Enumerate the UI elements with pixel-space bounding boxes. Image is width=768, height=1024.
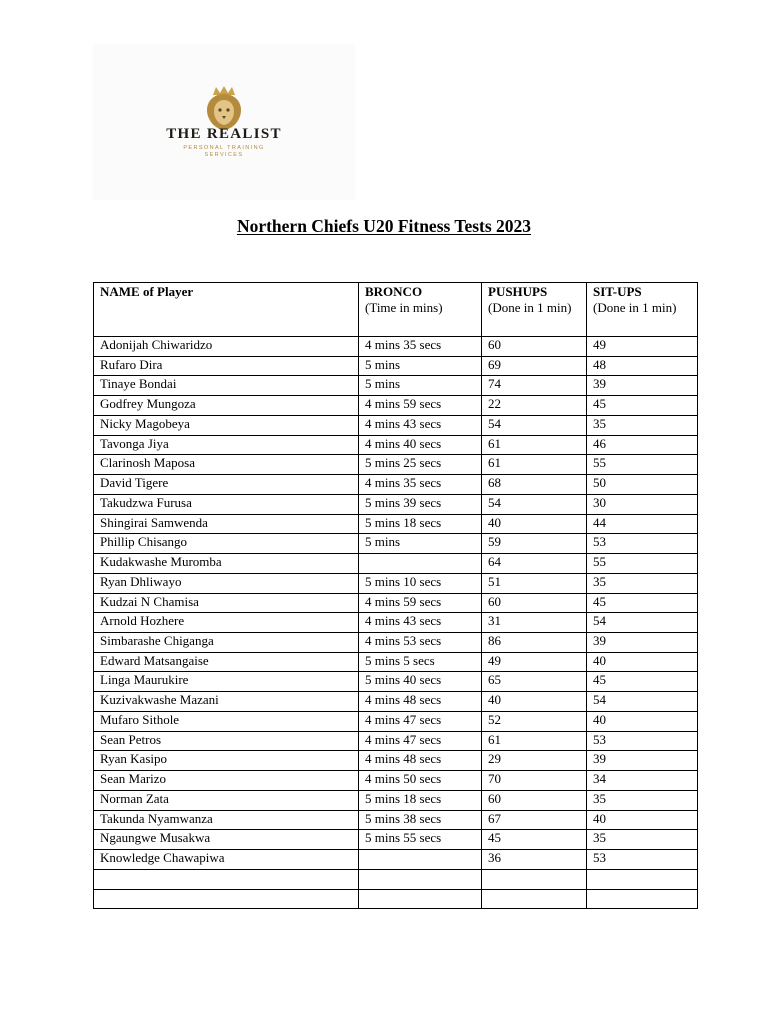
player-name-cell: Nicky Magobeya: [94, 415, 359, 435]
player-name-cell: Sean Petros: [94, 731, 359, 751]
pushups-cell: [482, 869, 587, 889]
bronco-cell: [359, 850, 482, 870]
bronco-cell: 5 mins 40 secs: [359, 672, 482, 692]
player-name-cell: Mufaro Sithole: [94, 711, 359, 731]
table-row: [94, 889, 698, 909]
player-name-cell: Ryan Dhliwayo: [94, 573, 359, 593]
player-name-cell: Simbarashe Chiganga: [94, 633, 359, 653]
bronco-cell: 4 mins 35 secs: [359, 337, 482, 357]
bronco-cell: 4 mins 59 secs: [359, 396, 482, 416]
pushups-cell: 40: [482, 514, 587, 534]
bronco-cell: 5 mins 5 secs: [359, 652, 482, 672]
situps-cell: 55: [587, 455, 698, 475]
situps-cell: 50: [587, 475, 698, 495]
situps-cell: 35: [587, 573, 698, 593]
player-name-cell: Linga Maurukire: [94, 672, 359, 692]
pushups-cell: 60: [482, 593, 587, 613]
header-bronco-unit: (Time in mins): [365, 300, 443, 315]
player-name-cell: Sean Marizo: [94, 771, 359, 791]
table-row: [94, 869, 698, 889]
situps-cell: 45: [587, 396, 698, 416]
player-name-cell: Edward Matsangaise: [94, 652, 359, 672]
situps-cell: 45: [587, 672, 698, 692]
lion-crown-icon: [200, 84, 248, 132]
table-row: [94, 435, 698, 455]
table-row: [94, 692, 698, 712]
table-row: [94, 455, 698, 475]
player-name-cell: Adonijah Chiwaridzo: [94, 337, 359, 357]
player-name-cell: Rufaro Dira: [94, 356, 359, 376]
bronco-cell: 5 mins 18 secs: [359, 514, 482, 534]
bronco-cell: 4 mins 47 secs: [359, 731, 482, 751]
pushups-cell: 68: [482, 475, 587, 495]
situps-cell: 39: [587, 633, 698, 653]
pushups-cell: 22: [482, 396, 587, 416]
header-situps-unit: (Done in 1 min): [593, 300, 677, 315]
situps-cell: 48: [587, 356, 698, 376]
bronco-cell: 4 mins 53 secs: [359, 633, 482, 653]
player-name-cell: David Tigere: [94, 475, 359, 495]
pushups-cell: 69: [482, 356, 587, 376]
player-name-cell: Ryan Kasipo: [94, 751, 359, 771]
pushups-cell: 60: [482, 337, 587, 357]
pushups-cell: 86: [482, 633, 587, 653]
bronco-cell: 5 mins 55 secs: [359, 830, 482, 850]
situps-cell: 54: [587, 613, 698, 633]
player-name-cell: Clarinosh Maposa: [94, 455, 359, 475]
bronco-cell: 4 mins 47 secs: [359, 711, 482, 731]
pushups-cell: 61: [482, 455, 587, 475]
bronco-cell: 4 mins 43 secs: [359, 613, 482, 633]
situps-cell: 34: [587, 771, 698, 791]
player-name-cell: Norman Zata: [94, 790, 359, 810]
pushups-cell: 67: [482, 810, 587, 830]
pushups-cell: 64: [482, 554, 587, 574]
player-name-cell: Tinaye Bondai: [94, 376, 359, 396]
player-name-cell: [94, 889, 359, 909]
pushups-cell: 31: [482, 613, 587, 633]
situps-cell: 53: [587, 850, 698, 870]
situps-cell: 46: [587, 435, 698, 455]
table-row: [94, 751, 698, 771]
bronco-cell: 5 mins 39 secs: [359, 494, 482, 514]
header-pushups-unit: (Done in 1 min): [488, 300, 572, 315]
bronco-cell: 4 mins 50 secs: [359, 771, 482, 791]
bronco-cell: 5 mins 25 secs: [359, 455, 482, 475]
table-row: [94, 810, 698, 830]
company-logo: [93, 44, 355, 200]
situps-cell: 53: [587, 534, 698, 554]
situps-cell: 39: [587, 751, 698, 771]
bronco-cell: 5 mins 38 secs: [359, 810, 482, 830]
pushups-cell: 51: [482, 573, 587, 593]
player-name-cell: Ngaungwe Musakwa: [94, 830, 359, 850]
header-situps: SIT-UPS (Done in 1 min): [587, 283, 698, 337]
player-name-cell: Shingirai Samwenda: [94, 514, 359, 534]
table-row: [94, 415, 698, 435]
pushups-cell: 61: [482, 435, 587, 455]
table-row: [94, 554, 698, 574]
player-name-cell: Godfrey Mungoza: [94, 396, 359, 416]
brand-tagline: PERSONAL TRAINING: [183, 145, 265, 151]
brand-name: THE REALIST: [166, 126, 282, 142]
pushups-cell: [482, 889, 587, 909]
table-row: [94, 475, 698, 495]
table-row: [94, 633, 698, 653]
player-name-cell: Takunda Nyamwanza: [94, 810, 359, 830]
player-name-cell: Kudakwashe Muromba: [94, 554, 359, 574]
player-name-cell: [94, 869, 359, 889]
bronco-cell: 4 mins 48 secs: [359, 692, 482, 712]
situps-cell: 39: [587, 376, 698, 396]
table-row: [94, 494, 698, 514]
bronco-cell: 4 mins 40 secs: [359, 435, 482, 455]
situps-cell: 54: [587, 692, 698, 712]
player-name-cell: Takudzwa Furusa: [94, 494, 359, 514]
table-row: [94, 731, 698, 751]
header-pushups: PUSHUPS (Done in 1 min): [482, 283, 587, 337]
pushups-cell: 60: [482, 790, 587, 810]
pushups-cell: 61: [482, 731, 587, 751]
situps-cell: 30: [587, 494, 698, 514]
player-name-cell: Kuzivakwashe Mazani: [94, 692, 359, 712]
player-name-cell: Kudzai N Chamisa: [94, 593, 359, 613]
bronco-cell: 5 mins: [359, 376, 482, 396]
pushups-cell: 54: [482, 494, 587, 514]
player-name-cell: Tavonga Jiya: [94, 435, 359, 455]
table-row: [94, 514, 698, 534]
table-row: [94, 850, 698, 870]
situps-cell: 44: [587, 514, 698, 534]
table-row: [94, 652, 698, 672]
bronco-cell: 5 mins: [359, 534, 482, 554]
bronco-cell: 4 mins 35 secs: [359, 475, 482, 495]
table-row: [94, 593, 698, 613]
table-row: [94, 672, 698, 692]
situps-cell: 40: [587, 711, 698, 731]
player-name-cell: Phillip Chisango: [94, 534, 359, 554]
table-row: [94, 830, 698, 850]
table-row: [94, 613, 698, 633]
situps-cell: 35: [587, 830, 698, 850]
situps-cell: 35: [587, 790, 698, 810]
brand-tagline-2: SERVICES: [204, 152, 244, 158]
table-row: [94, 337, 698, 357]
bronco-cell: 5 mins: [359, 356, 482, 376]
situps-cell: 53: [587, 731, 698, 751]
header-player-name: NAME of Player: [94, 283, 359, 337]
bronco-cell: 5 mins 10 secs: [359, 573, 482, 593]
pushups-cell: 36: [482, 850, 587, 870]
table-header-row: [94, 283, 698, 337]
bronco-cell: 4 mins 59 secs: [359, 593, 482, 613]
header-bronco: BRONCO (Time in mins): [359, 283, 482, 337]
bronco-cell: [359, 889, 482, 909]
pushups-cell: 52: [482, 711, 587, 731]
situps-cell: 40: [587, 652, 698, 672]
bronco-cell: [359, 554, 482, 574]
pushups-cell: 59: [482, 534, 587, 554]
table-row: [94, 790, 698, 810]
bronco-cell: [359, 869, 482, 889]
pushups-cell: 40: [482, 692, 587, 712]
pushups-cell: 29: [482, 751, 587, 771]
pushups-cell: 70: [482, 771, 587, 791]
table-row: [94, 711, 698, 731]
bronco-cell: 5 mins 18 secs: [359, 790, 482, 810]
table-row: [94, 573, 698, 593]
situps-cell: 40: [587, 810, 698, 830]
pushups-cell: 49: [482, 652, 587, 672]
situps-cell: 49: [587, 337, 698, 357]
pushups-cell: 65: [482, 672, 587, 692]
pushups-cell: 54: [482, 415, 587, 435]
document-title: Northern Chiefs U20 Fitness Tests 2023: [236, 216, 532, 236]
table-row: [94, 376, 698, 396]
situps-cell: [587, 869, 698, 889]
situps-cell: [587, 889, 698, 909]
pushups-cell: 74: [482, 376, 587, 396]
table-row: [94, 396, 698, 416]
bronco-cell: 4 mins 48 secs: [359, 751, 482, 771]
fitness-results-table: [93, 282, 698, 909]
table-row: [94, 771, 698, 791]
situps-cell: 35: [587, 415, 698, 435]
table-row: [94, 356, 698, 376]
player-name-cell: Knowledge Chawapiwa: [94, 850, 359, 870]
situps-cell: 55: [587, 554, 698, 574]
table-row: [94, 534, 698, 554]
pushups-cell: 45: [482, 830, 587, 850]
bronco-cell: 4 mins 43 secs: [359, 415, 482, 435]
situps-cell: 45: [587, 593, 698, 613]
player-name-cell: Arnold Hozhere: [94, 613, 359, 633]
